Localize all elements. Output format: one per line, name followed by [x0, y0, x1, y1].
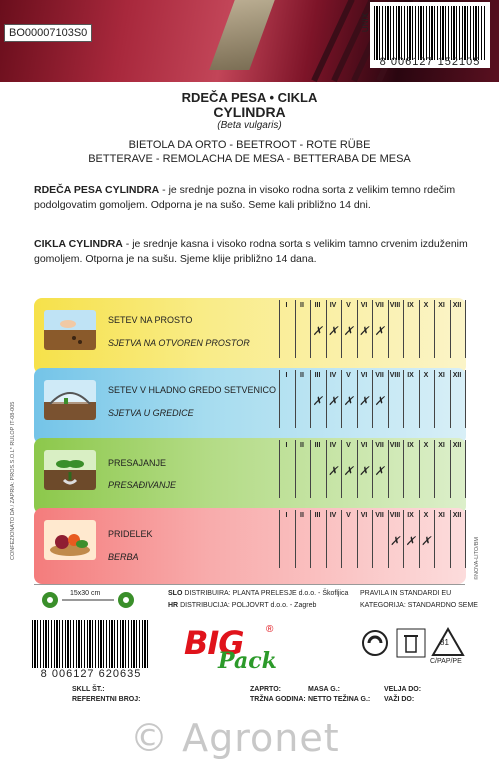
month-header: VIII	[389, 512, 401, 519]
month-header: V	[346, 372, 351, 379]
month-header: IV	[329, 442, 337, 449]
month-mark: ✗	[327, 464, 339, 478]
month-divider	[403, 300, 404, 358]
distribution-slo: SLO DISTRIBUIRA: PLANTA PRELESJE d.o.o. - Škofljica	[168, 590, 349, 597]
month-header: I	[285, 442, 288, 449]
rules-2: KATEGORIJA: STANDARDNO SEME	[360, 602, 478, 609]
month-divider	[326, 510, 327, 568]
month-header: VI	[360, 442, 368, 449]
month-header: VIII	[389, 372, 401, 379]
sowing-outdoor-icon	[44, 310, 96, 350]
neto-label: NETTO TEŽINA G.:	[308, 696, 371, 703]
month-mark: ✗	[327, 394, 339, 408]
month-header: I	[285, 512, 288, 519]
month-header: IV	[329, 512, 337, 519]
month-divider	[434, 510, 435, 568]
month-header: XII	[452, 372, 462, 379]
month-divider	[295, 300, 296, 358]
spacing-label: 15x30 cm	[70, 590, 101, 597]
month-mark: ✗	[327, 324, 339, 338]
month-header: XI	[438, 372, 445, 379]
cold-frame-icon	[44, 380, 96, 420]
row-label-si: SETEV V HLADNO GREDO SETVENICO	[108, 385, 277, 395]
side-text-left: CONFEZIONATO DA / ZAPRIA: PROS.S.O.L* RULOP IT-08-005	[10, 401, 16, 560]
month-header: IX	[407, 372, 414, 379]
row-label-si: SETEV NA PROSTO	[108, 315, 193, 325]
recycle-icon: 81 C/PAP/PE	[430, 626, 466, 670]
rules-1: PRAVILA IN STANDARDI EU	[360, 590, 452, 597]
month-divider	[295, 440, 296, 498]
month-header: XI	[438, 512, 445, 519]
month-divider	[465, 300, 466, 358]
bigpack-logo: BIG Pack ®	[184, 624, 277, 674]
month-divider	[465, 370, 466, 428]
row-label-si: PRESAJANJE	[108, 458, 167, 468]
month-divider	[403, 440, 404, 498]
month-header: IX	[407, 302, 414, 309]
bin-icon	[396, 628, 426, 663]
month-header: II	[300, 512, 304, 519]
month-divider	[465, 440, 466, 498]
title-languages-1: BIETOLA DA ORTO - BEETROOT - ROTE RÜBE	[128, 139, 371, 151]
side-text-right: ©NOVA-LITO/BM	[474, 537, 480, 580]
month-mark: ✗	[358, 324, 370, 338]
month-divider	[357, 510, 358, 568]
month-header: IX	[407, 442, 414, 449]
calendar-row-transplant	[34, 438, 466, 514]
description-si: RDEČA PESA CYLINDRA - je srednje pozna in visoko rodna sorta z velikim temno rdečim podolgovatim gomoljem. Odporna je na sušo. Seme kali približno 14 dni.	[34, 184, 456, 211]
month-header: XI	[438, 442, 445, 449]
month-header: IV	[329, 372, 337, 379]
unix-label: UNIX	[361, 12, 371, 33]
month-header: II	[300, 372, 304, 379]
month-divider	[279, 370, 280, 428]
month-header: X	[423, 442, 429, 449]
month-mark: ✗	[358, 464, 370, 478]
vazi-label: VAŽI DO:	[384, 696, 415, 703]
row-label-hr: PRESAĐIVANJE	[108, 480, 177, 490]
month-header: I	[285, 302, 288, 309]
title-si: RDEČA PESA • CIKLA	[181, 90, 318, 105]
month-header: XII	[452, 442, 462, 449]
harvest-icon	[44, 520, 96, 560]
month-header: V	[346, 302, 351, 309]
month-divider	[310, 510, 311, 568]
month-divider	[372, 510, 373, 568]
month-header: VI	[360, 512, 368, 519]
month-mark: ✗	[389, 534, 401, 548]
bottom-barcode: 8 006127 620635	[32, 620, 150, 680]
month-divider	[341, 510, 342, 568]
green-dot-icon	[362, 630, 388, 661]
month-header: I	[285, 372, 288, 379]
month-mark: ✗	[343, 324, 354, 338]
month-divider	[310, 440, 311, 498]
month-mark: ✗	[374, 464, 385, 478]
month-divider	[434, 440, 435, 498]
month-header: V	[346, 442, 351, 449]
transplant-icon	[44, 450, 96, 490]
month-divider	[450, 300, 451, 358]
month-divider	[465, 510, 466, 568]
month-divider	[403, 370, 404, 428]
description-hr: CIKLA CYLINDRA - je srednje kasna i visoko rodna sorta s velikim tamno crvenim izduženim gomoljem. Otporna je na sušu. Sjeme klije približno 14 dana.	[34, 238, 468, 265]
month-header: VIII	[389, 442, 401, 449]
month-header: IV	[329, 302, 337, 309]
month-mark: ✗	[343, 464, 354, 478]
month-divider	[295, 370, 296, 428]
watermark: © Agronet	[130, 716, 340, 760]
month-header: VIII	[389, 302, 401, 309]
month-divider	[279, 510, 280, 568]
month-header: II	[300, 442, 304, 449]
trzna-label: TRŽNA GODINA:	[250, 696, 306, 703]
distribution-hr: HR DISTRIBUCIJA: POLJOVRT d.o.o. - Zagreb	[168, 602, 317, 609]
row-label-hr: SJETVA U GREDICE	[108, 408, 194, 418]
month-header: II	[300, 302, 304, 309]
velja-label: VELJA DO:	[384, 686, 422, 693]
month-divider	[419, 370, 420, 428]
month-header: X	[423, 372, 429, 379]
month-divider	[419, 300, 420, 358]
month-header: X	[423, 302, 429, 309]
month-divider	[295, 510, 296, 568]
month-header: VII	[375, 442, 384, 449]
row-label-hr: BERBA	[108, 552, 139, 562]
month-header: VII	[375, 302, 384, 309]
month-header: III	[314, 512, 321, 519]
title-languages-2: BETTERAVE - REMOLACHA DE MESA - BETTERABA DE MESA	[88, 153, 411, 165]
masa-label: MASA G.:	[308, 686, 341, 693]
month-header: III	[314, 302, 321, 309]
ref-label: REFERENTNI BROJ:	[72, 696, 141, 703]
month-divider	[419, 440, 420, 498]
month-divider	[388, 440, 389, 498]
month-header: XI	[438, 302, 445, 309]
month-header: IX	[407, 512, 414, 519]
month-divider	[388, 370, 389, 428]
month-header: X	[423, 512, 429, 519]
month-divider	[279, 440, 280, 498]
month-divider	[434, 370, 435, 428]
month-mark: ✗	[312, 324, 323, 338]
top-barcode: 8 006127 152105	[370, 2, 490, 68]
row-label-si: PRIDELEK	[108, 529, 153, 539]
month-mark: ✗	[358, 394, 370, 408]
month-divider	[450, 510, 451, 568]
month-mark: ✗	[343, 394, 354, 408]
month-header: VII	[375, 372, 384, 379]
month-header: XII	[452, 302, 462, 309]
month-header: III	[314, 442, 321, 449]
month-header: VII	[375, 512, 384, 519]
month-header: V	[346, 512, 351, 519]
month-header: VI	[360, 372, 368, 379]
calendar-row-coldframe	[34, 368, 466, 444]
month-header: III	[314, 372, 321, 379]
month-divider	[434, 300, 435, 358]
month-divider	[450, 370, 451, 428]
month-divider	[450, 440, 451, 498]
month-divider	[388, 300, 389, 358]
title-latin: (Beta vulgaris)	[217, 120, 282, 131]
row-label-hr: SJETVA NA OTVOREN PROSTOR	[108, 338, 250, 348]
month-header: XII	[452, 512, 462, 519]
calendar-row-sowing	[34, 298, 466, 374]
month-mark: ✗	[374, 394, 385, 408]
month-mark: ✗	[312, 394, 323, 408]
month-header: VI	[360, 302, 368, 309]
zaprto-label: ZAPRTO:	[250, 686, 281, 693]
month-mark: ✗	[405, 534, 416, 548]
title-variety: CYLINDRA	[213, 104, 286, 120]
month-mark: ✗	[420, 534, 432, 548]
product-code: BO00007103S0	[4, 24, 92, 42]
skll-label: SKLL ŠT.:	[72, 686, 105, 693]
month-mark: ✗	[374, 324, 385, 338]
month-divider	[279, 300, 280, 358]
